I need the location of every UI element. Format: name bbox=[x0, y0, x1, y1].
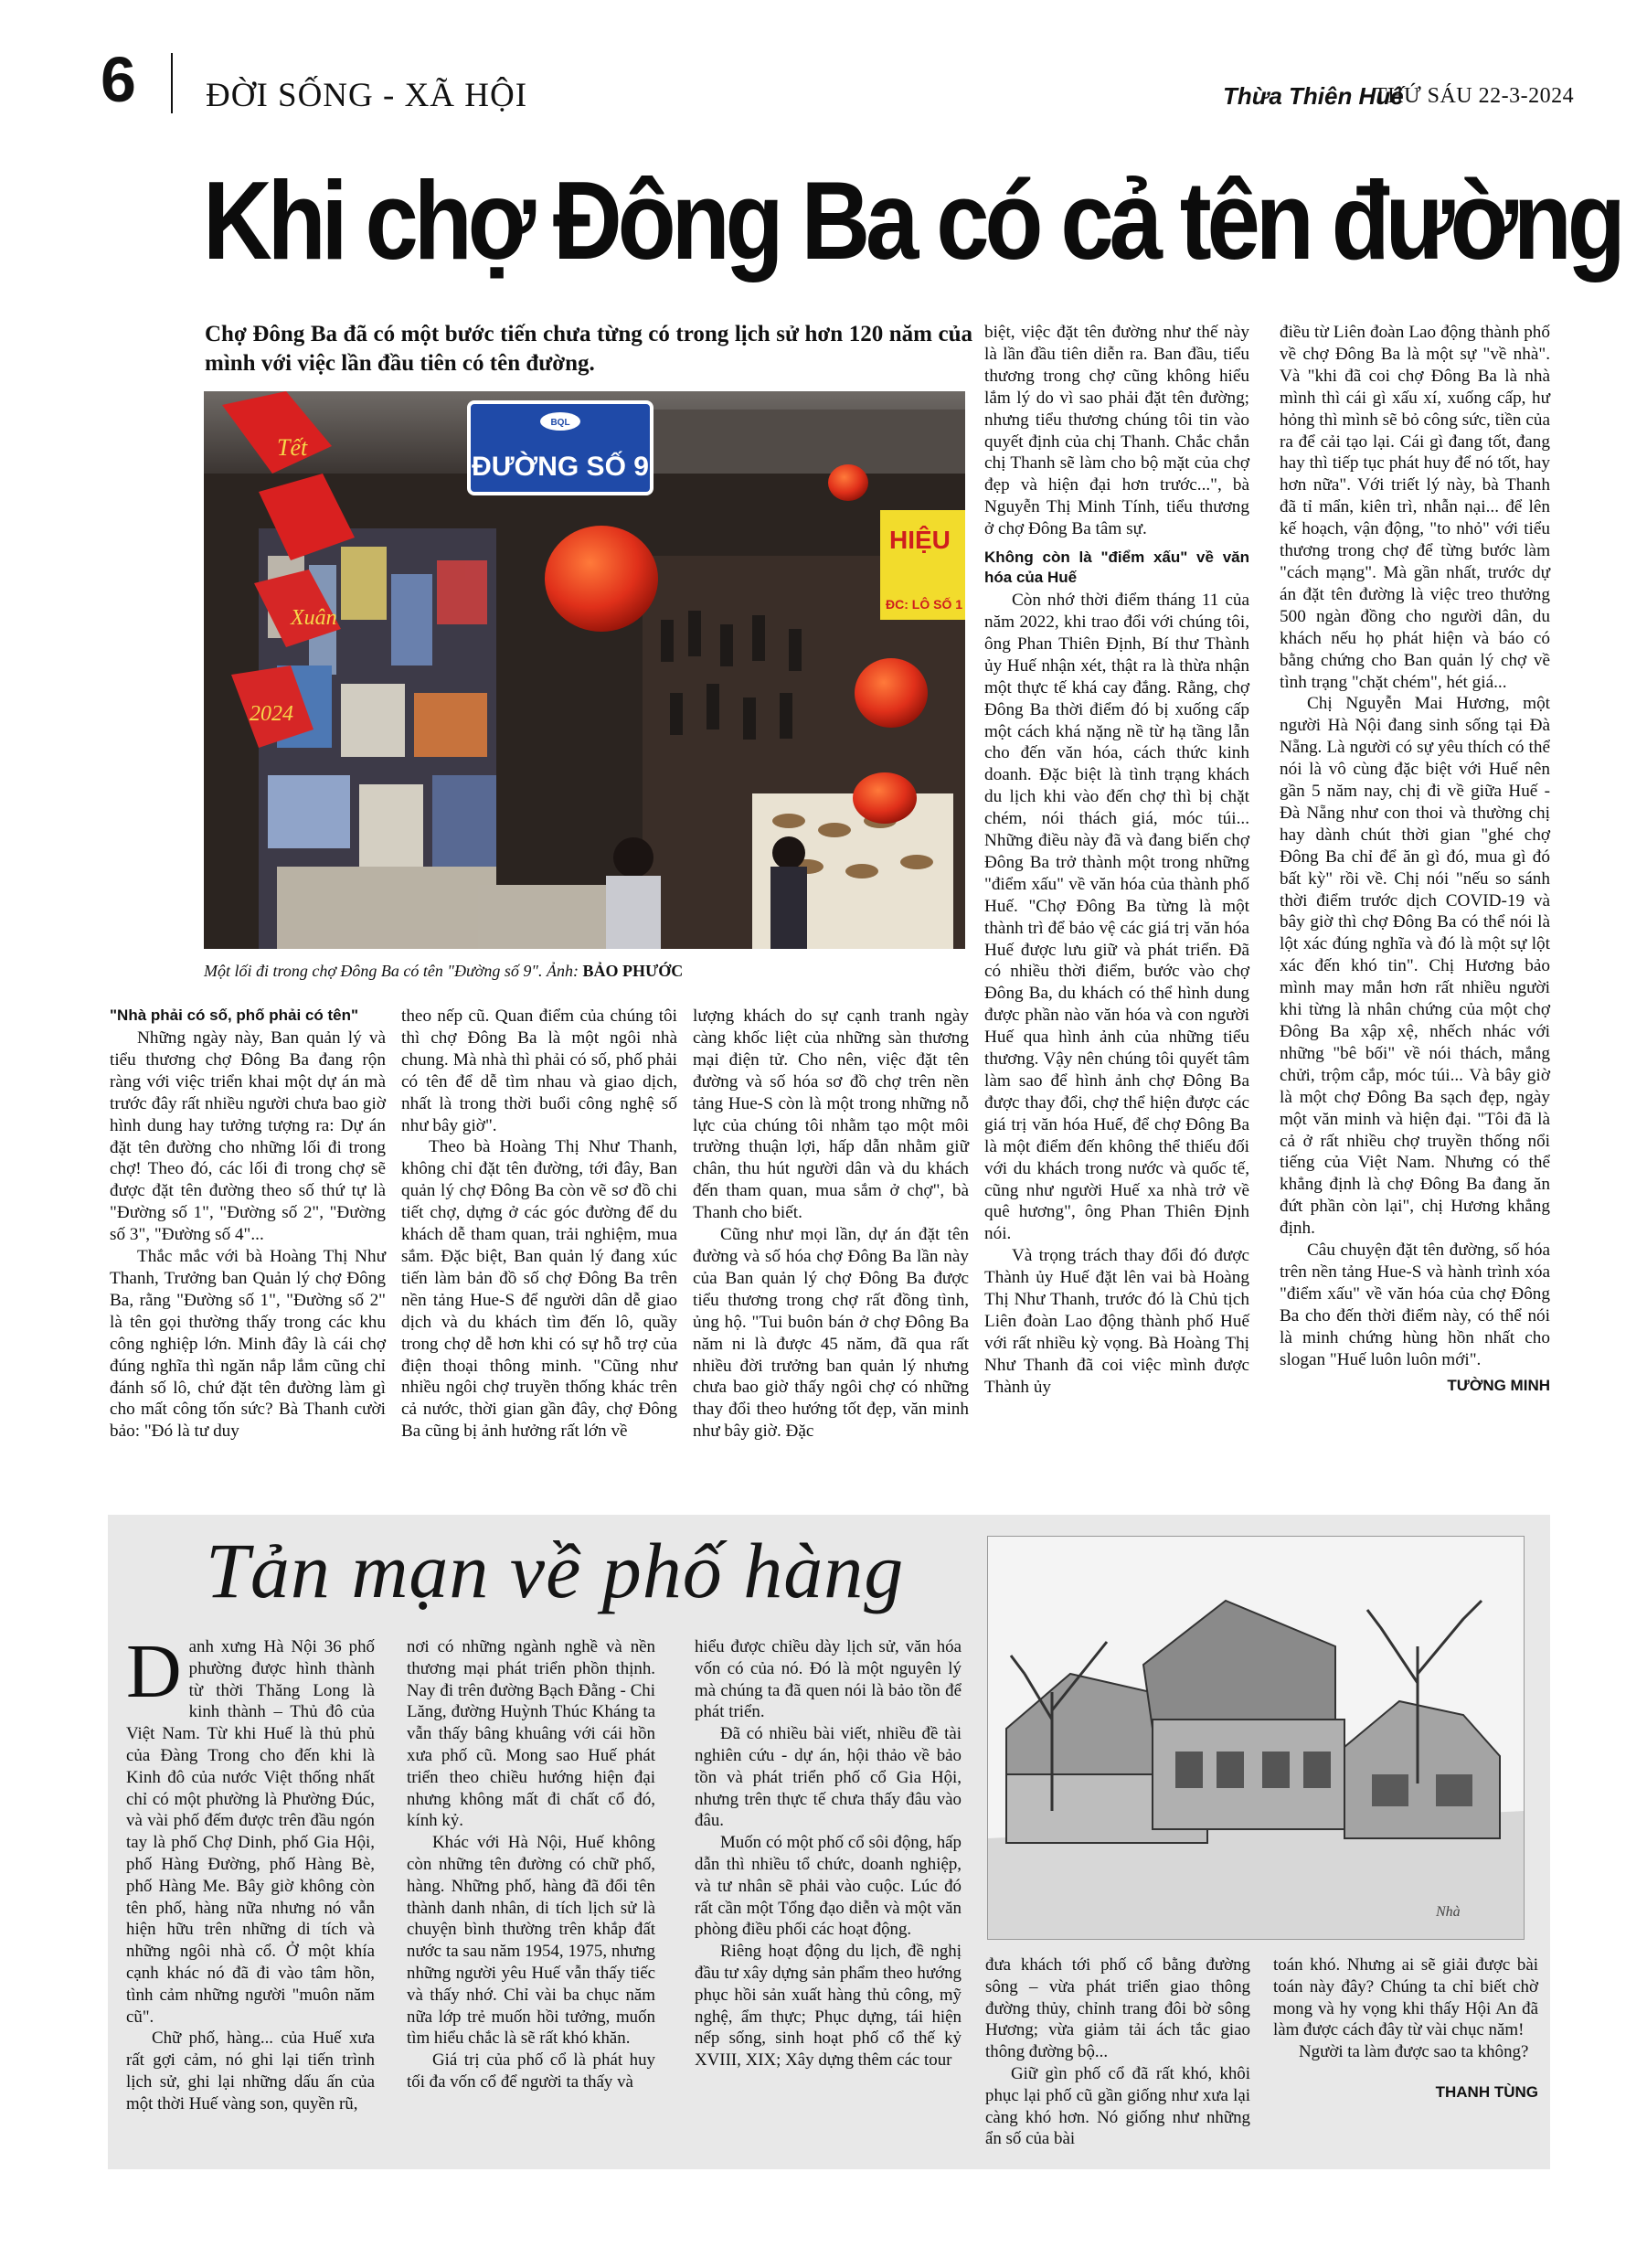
article-headline: Khi chợ Đông Ba có cả tên đường bbox=[203, 158, 1621, 282]
old-street-sketch bbox=[987, 1536, 1525, 1940]
paragraph: Giá trị của phố cổ là phát huy tối đa vốn cổ để người ta thấy và bbox=[407, 2050, 655, 2092]
paragraph: Cũng như mọi lần, dự án đặt tên đường và số hóa chợ Đông Ba lần này của Ban quản lý chợ Đông Ba được tiểu thương trong chợ rất đồng tình, ủng hộ. "Tui buôn bán ở chợ Đông Ba năm ni là được 45 năm, đã qua rất nhiều đời trưởng ban quản lý nhưng chưa bao giờ thấy ngôi chợ có những thay đổi theo hướng tốt đẹp, văn minh như bây giờ. Đặc bbox=[693, 1225, 969, 1442]
paragraph: hiểu được chiều dày lịch sử, văn hóa vốn có của nó. Đó là một nguyên lý mà chúng ta đã quen nói là bảo tồn để phát triển. bbox=[695, 1637, 962, 1722]
paragraph: Giữ gìn phố cổ đã rất khó, khôi phục lại phố cũ gần giống như xưa lại càng khó hơn. Nó giống như những ẩn số của bài bbox=[985, 2063, 1250, 2149]
paragraph: đưa khách tới phố cổ bằng đường sông – vừa phát triển giao thông đường thủy, chỉnh trang đôi bờ sông Hương; vừa giảm tải ách tắc giao thông đường bộ... bbox=[985, 1955, 1250, 2062]
paragraph-text: anh xưng Hà Nội 36 phố phường được hình thành từ thời Thăng Long là kinh thành – Thủ đô của Việt Nam. Từ khi Huế là thủ phủ của Đàng Trong cho đến khi là Kinh đô của nước Việt thống nhất chỉ có một phường là Phường Đúc, và vài phố đếm được trên đầu ngón tay là phố Chợ Dinh, phố Gia Hội, phố Hàng Đường, phố Hàng Bè, phố Hàng Me. Bây giờ không còn tên phố, hàng nữa nhưng nó vẫn hiện hữu trên những di tích và những ngôi nhà cổ. Ở một khía cạnh khác nó đã đi vào tâm hồn, tình cảm những người "muôn năm cũ". bbox=[126, 1637, 375, 2027]
paragraph: Đã có nhiều bài viết, nhiều đề tài nghiên cứu - dự án, hội thảo về bảo tồn và phát triển phố cổ Gia Hội, nhưng trên thực tế chưa thấy đâu vào đâu. bbox=[695, 1724, 962, 1831]
paragraph: nơi có những ngành nghề và nền thương mại phát triển phồn thịnh. Nay đi trên đường Bạch Đằng - Chi Lăng, đường Huỳnh Thúc Kháng ta vẫn thấy bâng khuâng với cái hồn xưa phố cũ. Mong sao Huế phát triển theo chiều hướng hiện đại nhưng không mất đi chất cổ đó, kính kỷ. bbox=[407, 1637, 655, 1831]
paragraph: theo nếp cũ. Quan điểm của chúng tôi thì chợ Đông Ba là một ngôi nhà chung. Mà nhà thì phải có số, phố phải có tên để dễ tìm nhau và giao dịch, nhất là trong thời buổi công nghệ số như bây giờ". bbox=[401, 1006, 677, 1135]
paragraph: Còn nhớ thời điểm tháng 11 của năm 2022, khi trao đổi với chúng tôi, ông Phan Thiên Định, Bí thư Thành ủy Huế nhận xét, thật ra là thừa nhận một thực tế khá cay đắng. Rằng, chợ Đông Ba thời điểm đó bị xuống cấp một cách khá nặng nề từ hạ tầng lẫn cho đến văn hóa, cách thức kinh doanh. Đặc biệt là tình trạng khách du lịch khi vào đến chợ thì bị chặt chém, nói thách giá, móc túi... Những điều này đã và đang biến chợ Đông Ba trở thành một trong những "điểm xấu" về văn hóa của thành phố Huế. "Chợ Đông Ba từng là một thành trì để bảo vệ các giá trị văn hóa Huế được lưu giữ và phát triển. Đã có nhiều thời điểm, bước vào chợ Đông Ba, du khách có thể hình dung được phần nào văn hóa và con người Huế qua hình ảnh của những tiểu thương. Vậy nên chúng tôi quyết tâm làm sao để hình ảnh chợ Đông Ba được thay đổi, chợ thể hiện được các giá trị văn hóa Huế, để chợ Đông Ba là một điểm đến không thể thiếu đối với du khách trong nước và quốc tế, cũng như người Huế xa nhà trở về quê hương", ông Phan Thiên Định nói. bbox=[984, 591, 1249, 1244]
feature-byline: THANH TÙNG bbox=[1435, 2082, 1538, 2101]
header-divider bbox=[171, 53, 173, 113]
paragraph bbox=[126, 1629, 375, 2028]
banner-xuan-text: Xuân bbox=[291, 606, 337, 630]
feature-column-4 bbox=[985, 1954, 1250, 2150]
drop-cap: D bbox=[126, 1629, 182, 1714]
feature-column-2 bbox=[407, 1636, 655, 2093]
shop-sign-address: ĐC: LÔ SỐ 1 bbox=[886, 597, 963, 612]
street-sign-logo: BQL bbox=[550, 418, 570, 428]
page-number: 6 bbox=[101, 44, 136, 115]
article-column-3 bbox=[693, 1006, 969, 1443]
paragraph: điều từ Liên đoàn Lao động thành phố về chợ Đông Ba là một sự "về nhà". Và "khi đã coi chợ Đông Ba là nhà mình thì cái gì xấu xí, xuống cấp, hư hỏng thì mình sẽ bỏ công sức, tiền của ra để cải tạo lại. Cái gì đang tốt, đang hay thì tiếp tục phát huy để nó tốt, hay hơn nữa". Với triết lý này, bà Thanh đã tỉ mẩn, kiên trì, nhẫn nại... để lên kế hoạch, vận động, "to nhỏ" với tiểu thương trong chợ để từng bước làm "cách mạng". Mà gần nhất, trước dự án đặt tên đường là việc treo thưởng 500 ngàn đồng cho người dân, du khách nếu họ phát hiện và báo có bằng chứng cho Ban quản lý chợ về tình trạng "chặt chém", hét giá... bbox=[1280, 323, 1550, 692]
red-lantern bbox=[828, 464, 868, 501]
feature-column-5 bbox=[1273, 1954, 1538, 2103]
paragraph: toán khó. Nhưng ai sẽ giải được bài toán này đây? Chúng ta chỉ biết chờ mong và hy vọng khi thấy Hội An đã làm được cách đây từ vài chục năm! bbox=[1273, 1955, 1538, 2040]
paragraph: Người ta làm được sao ta không? bbox=[1299, 2042, 1529, 2062]
paragraph: Muốn có một phố cổ sôi động, hấp dẫn thì nhiều tổ chức, doanh nghiệp, và tư nhân sẽ phải vào cuộc. Lúc đó rất cần một Tổng đạo diễn và một văn phòng điều phối các hoạt động. bbox=[695, 1833, 962, 1940]
banner-year-text: 2024 bbox=[250, 702, 293, 726]
photo-credit: BẢO PHƯỚC bbox=[582, 962, 684, 980]
paragraph: Câu chuyện đặt tên đường, số hóa trên nền tảng Hue-S và hành trình xóa "điểm xấu" về văn hóa của chợ Đông Ba cho đến thời điểm này, có thể nói là minh chứng hùng hồn nhất cho slogan "Huế luôn luôn mới". bbox=[1280, 1240, 1550, 1369]
banner-tet-text: Tết bbox=[277, 434, 308, 461]
market-photo bbox=[204, 391, 965, 949]
paragraph: lượng khách do sự cạnh tranh ngày càng khốc liệt của những sàn thương mại điện tử. Cho nên, việc đặt tên đường và số hóa sơ đồ chợ trên nền tảng Hue-S còn là một trong những nỗ lực của chúng tôi nhằm tạo một môi trường thuận lợi, hấp dẫn nhằm giữ chân, thu hút người dân và du khách đến tham quan, mua sắm ở chợ", bà Thanh cho biết. bbox=[693, 1006, 969, 1223]
feature-column-1 bbox=[126, 1629, 375, 2115]
article-column-5 bbox=[1280, 322, 1550, 1396]
shop-sign-text: HIỆU bbox=[889, 526, 951, 554]
paragraph: Thắc mắc với bà Hoàng Thị Như Thanh, Trưởng ban Quản lý chợ Đông Ba, rằng "Đường số 1", "Đường số 2" là tên gọi thường thấy trong các khu công nghiệp lớn. Minh đây là cái chợ đúng nghĩa thì ngăn nắp lắm cũng chỉ đánh số lô, chứ đặt tên đường làm gì cho mất công tốn sức? Bà Thanh cười bảo: "Đó là tư duy bbox=[110, 1247, 386, 1442]
issue-date: THỨ SÁU 22-3-2024 bbox=[1374, 84, 1575, 108]
red-lantern bbox=[545, 526, 658, 632]
market-photo-illustration bbox=[204, 391, 965, 949]
article-column-4 bbox=[984, 322, 1249, 1399]
section-name: ĐỜI SỐNG - XÃ HỘI bbox=[206, 77, 528, 114]
paragraph: Và trọng trách thay đổi đó được Thành ủy Huế đặt lên vai bà Hoàng Thị Như Thanh, trước đó là Chủ tịch Liên đoàn Lao động thành phố Huế với rất nhiều kỳ vọng. Bà Hoàng Thị Như Thanh đã coi việc mình được Thành ủy bbox=[984, 1246, 1249, 1397]
photo-caption-text: Một lối đi trong chợ Đông Ba có tên "Đường số 9". Ảnh: bbox=[204, 962, 579, 980]
newspaper-name: Thừa Thiên Huế bbox=[1223, 82, 1404, 110]
paragraph: Khác với Hà Nội, Huế không còn những tên đường có chữ phố, hàng. Những phố, hàng đã đổi tên thành danh nhân, di tích lịch sử là chuyện bình thường trên khắp đất nước ta sau năm 1954, 1975, nhưng những người yêu Huế vẫn thấy tiếc và thấy nhớ. Chỉ vài ba chục năm nữa lớp trẻ muốn hồi tưởng, muốn tìm hiểu chắc là sẽ rất khó khăn. bbox=[407, 1833, 655, 2049]
subhead: "Nhà phải có số, phố phải có tên" bbox=[110, 1006, 359, 1024]
street-sign-text: ĐƯỜNG SỐ 9 bbox=[472, 452, 649, 482]
article-byline: TƯỜNG MINH bbox=[1447, 1376, 1550, 1394]
paragraph: biệt, việc đặt tên đường như thế này là lần đầu tiên diễn ra. Ban đầu, tiểu thương trong chợ cũng không hiểu lắm lý do vì sao phải đặt tên đường; nhưng tiểu thương chúng tôi tin vào quyết định của chị Thanh. Chắc chắn chị Thanh sẽ làm cho bộ mặt của chợ đẹp và hiện đại hơn trước...", bà Nguyễn Thị Minh Tính, tiểu thương ở chợ Đông Ba tâm sự. bbox=[984, 323, 1249, 539]
feature-column-3 bbox=[695, 1636, 962, 2071]
article-column-1 bbox=[110, 1006, 386, 1443]
paragraph: Riêng hoạt động du lịch, đề nghị đầu tư xây dựng sản phẩm theo hướng phục hồi sản xuất hàng thủ công, mỹ nghệ, ẩm thực; Phục dựng, tái hiện nếp sống, sinh hoạt phố cổ thế kỷ XVIII, XIX; Xây dựng thêm các tour bbox=[695, 1942, 962, 2071]
old-street-sketch-drawing bbox=[988, 1537, 1524, 1939]
red-lantern bbox=[855, 658, 928, 728]
photo-caption bbox=[204, 962, 972, 981]
paragraph: Chị Nguyễn Mai Hương, một người Hà Nội đang sinh sống tại Đà Nẵng. Là người có sự yêu thích có thể nói là vô cùng đặc biệt với Huế nên gần 5 năm nay, chị đi về giữa Huế - Đà Nẵng như con thoi và thường chị hay dành chút thời gian "ghé chợ Đông Ba chỉ để ăn gì đó, mua gì đó bất kỳ" rồi về. Chị nói "nếu so sánh thời điểm trước dịch COVID-19 và bây giờ thì chợ Đông Ba có thể nói là lột xác đúng nghĩa và đó là một sự lột xác đến khó tin". Chị Hương bảo mình may mắn hơn rất nhiều người khi từng là nhân chứng của một chợ Đông Ba xập xệ, nhếch nhác với những "bê bối" về nói thách, mắng chửi, trộm cắp, móc túi... Và bây giờ là một chợ Đông Ba sạch đẹp, ngày một văn minh và hiện đại. "Tôi đã là cả ở rất nhiều chợ truyền thống nổi tiếng của Việt Nam. Nhưng có thể khẳng định là chợ Đông Ba đang ăn đứt phần còn lại", chị Hương khẳng định. bbox=[1280, 694, 1550, 1239]
feature-title: Tản mạn về phố hàng bbox=[206, 1527, 905, 1614]
paragraph: Theo bà Hoàng Thị Như Thanh, không chỉ đặt tên đường, tới đây, Ban quản lý chợ Đông Ba còn vẽ sơ đồ chi tiết chợ, dựng ở các góc đường để du khách dễ tham quan, trải nghiệm, mua sắm. Đặc biệt, Ban quản lý đang xúc tiến làm bản đồ số chợ Đông Ba trên nền tảng Hue-S để người dân dễ giao dịch và du khách tìm đến lô, quầy trong chợ dễ hơn khi có sự hỗ trợ của điện thoại thông minh. "Cũng như nhiều ngôi chợ truyền thống khác trên cả nước, thời gian gần đây, chợ Đông Ba cũng bị ảnh hưởng rất lớn về bbox=[401, 1137, 677, 1442]
paragraph: Chữ phố, hàng... của Huế xưa rất gợi cảm, nó ghi lại tiến trình lịch sử, ghi lại những dấu ấn của một thời Huế vàng son, quyền rũ, bbox=[126, 2028, 375, 2114]
subhead: Không còn là "điểm xấu" về văn hóa của Huế bbox=[984, 548, 1249, 587]
article-lead: Chợ Đông Ba đã có một bước tiến chưa từng có trong lịch sử hơn 120 năm của mình với việc lần đầu tiên có tên đường. bbox=[205, 322, 972, 376]
paragraph: Những ngày này, Ban quản lý và tiểu thương chợ Đông Ba đang rộn ràng với việc triển khai một dự án mà trước đây rất nhiều người chưa bao giờ hình dung hay tưởng tượng ra: Dự án đặt tên đường cho những lối đi trong chợ! Theo đó, các lối đi trong chợ sẽ được đặt tên đường theo số thứ tự là "Đường số 1", "Đường số 2", "Đường số 3", "Đường số 4"... bbox=[110, 1028, 386, 1245]
red-lantern bbox=[853, 772, 917, 824]
article-column-2 bbox=[401, 1006, 677, 1443]
artist-signature: Nhà bbox=[1436, 1904, 1461, 1920]
